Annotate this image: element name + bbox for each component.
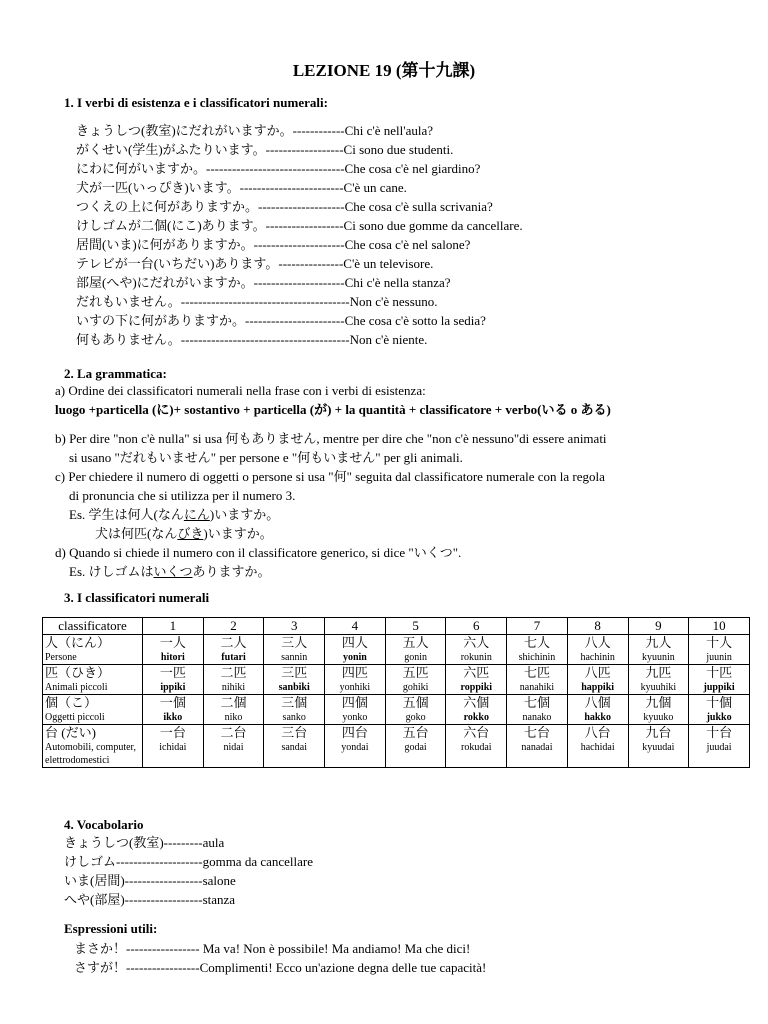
section1-lines bbox=[76, 121, 523, 349]
count-kanji: 十個 bbox=[706, 695, 733, 710]
classifier-meaning: Animali piccoli bbox=[45, 682, 108, 693]
section3-heading: 3. I classificatori numerali bbox=[64, 590, 210, 605]
classifier-label-cell bbox=[43, 635, 143, 665]
count-reading: goko bbox=[405, 712, 426, 723]
vocabulary-item: いま(居間)------------------salone bbox=[64, 873, 236, 888]
count-kanji: 三人 bbox=[281, 635, 308, 650]
count-reading: kyuuhiki bbox=[640, 682, 677, 693]
table-cell bbox=[628, 635, 689, 665]
table-header-cell: 8 bbox=[567, 618, 628, 635]
count-reading: ippiki bbox=[160, 682, 186, 693]
table-cell bbox=[689, 665, 750, 695]
count-reading: roppiki bbox=[460, 682, 493, 693]
count-reading: juunin bbox=[706, 652, 732, 663]
table-cell bbox=[203, 725, 264, 768]
count-kanji: 五人 bbox=[402, 635, 429, 650]
sentence-line: 何もありません。---------------------------------------Non c'è niente. bbox=[76, 332, 428, 347]
classifier-kanji: 台 (だい) bbox=[45, 725, 96, 740]
count-reading: kyuunin bbox=[641, 652, 675, 663]
grammar-a-formula: luogo +particella (に)+ sostantivo + particella (が) + la quantità + classificatore + verbo(いる o ある) bbox=[55, 402, 611, 417]
count-kanji: 八個 bbox=[584, 695, 611, 710]
classifier-table bbox=[42, 617, 750, 768]
table-cell bbox=[203, 695, 264, 725]
example-2: 犬は何匹(なんびき)いますか。 bbox=[95, 526, 273, 541]
count-kanji: 三匹 bbox=[281, 665, 308, 680]
count-kanji: 一匹 bbox=[159, 665, 186, 680]
count-kanji: 十台 bbox=[706, 725, 733, 740]
count-kanji: 二個 bbox=[220, 695, 247, 710]
table-cell bbox=[143, 725, 204, 768]
count-reading: hitori bbox=[160, 652, 185, 663]
sentence-line: 犬が一匹(いっぴき)います。------------------------C'è un cane. bbox=[76, 180, 407, 195]
sentence-line: けしゴムが二個(にこ)あります。------------------Ci sono due gomme da cancellare. bbox=[76, 218, 523, 233]
count-reading: sanko bbox=[282, 712, 306, 723]
count-kanji: 八台 bbox=[584, 725, 611, 740]
count-kanji: 三個 bbox=[281, 695, 308, 710]
count-kanji: 四個 bbox=[341, 695, 368, 710]
count-reading: yonin bbox=[342, 652, 367, 663]
table-cell bbox=[446, 725, 507, 768]
table-cell bbox=[325, 695, 386, 725]
count-reading: hachidai bbox=[580, 742, 615, 753]
table-header-cell: 1 bbox=[143, 618, 204, 635]
classifier-meaning: Automobili, computer, elettrodomestici bbox=[45, 742, 136, 766]
count-kanji: 一個 bbox=[159, 695, 186, 710]
count-reading: ikko bbox=[163, 712, 183, 723]
table-cell bbox=[203, 665, 264, 695]
section2-heading: 2. La grammatica: bbox=[64, 366, 167, 381]
classifier-kanji: 匹（ひき） bbox=[45, 665, 111, 680]
table-body bbox=[43, 635, 750, 768]
table-row bbox=[43, 725, 750, 768]
count-reading: gonin bbox=[404, 652, 427, 663]
sentence-line: きょうしつ(教室)にだれがいますか。------------Chi c'è nell'aula? bbox=[76, 123, 434, 138]
count-kanji: 九台 bbox=[645, 725, 672, 740]
table-cell bbox=[446, 695, 507, 725]
classifier-kanji: 人（にん） bbox=[45, 635, 111, 650]
count-reading: nihiki bbox=[221, 682, 246, 693]
classifier-meaning: Persone bbox=[45, 652, 77, 663]
table-cell bbox=[507, 695, 568, 725]
grammar-c-line1: c) Per chiedere il numero di oggetti o persone si usa "何" seguita dal classificatore numerale con la regola bbox=[55, 469, 605, 484]
count-kanji: 八匹 bbox=[584, 665, 611, 680]
expressions-heading: Espressioni utili: bbox=[64, 921, 158, 936]
table-cell bbox=[143, 635, 204, 665]
count-kanji: 八人 bbox=[584, 635, 611, 650]
grammar-c-line2: di pronuncia che si utilizza per il numero 3. bbox=[69, 488, 296, 503]
table-row bbox=[43, 635, 750, 665]
sentence-line: テレビが一台(いちだい)あります。---------------C'è un televisore. bbox=[76, 256, 434, 271]
table-row bbox=[43, 665, 750, 695]
count-reading: nidai bbox=[223, 742, 244, 753]
count-reading: shichinin bbox=[518, 652, 556, 663]
example-1: Es. 学生は何人(なんにん)いますか。 bbox=[69, 507, 280, 522]
grammar-a-line: a) Ordine dei classificatori numerali nella frase con i verbi di esistenza: bbox=[55, 383, 426, 398]
table-header-cell: 6 bbox=[446, 618, 507, 635]
count-reading: futari bbox=[221, 652, 246, 663]
count-reading: sanbiki bbox=[278, 682, 310, 693]
count-kanji: 二匹 bbox=[220, 665, 247, 680]
count-reading: godai bbox=[404, 742, 427, 753]
count-reading: nanahiki bbox=[519, 682, 555, 693]
classifier-label-cell bbox=[43, 665, 143, 695]
table-header-cell: 5 bbox=[385, 618, 446, 635]
count-reading: rokudai bbox=[461, 742, 492, 753]
sentence-line: つくえの上に何がありますか。--------------------Che cosa c'è sulla scrivania? bbox=[76, 199, 493, 214]
expression-item: さすが！-----------------Complimenti! Ecco un'azione degna delle tue capacità! bbox=[74, 960, 487, 975]
count-kanji: 二人 bbox=[220, 635, 247, 650]
table-cell bbox=[689, 695, 750, 725]
table-cell bbox=[507, 725, 568, 768]
table-header-cell: 3 bbox=[264, 618, 325, 635]
sentence-line: いすの下に何がありますか。-----------------------Che cosa c'è sotto la sedia? bbox=[76, 313, 486, 328]
count-kanji: 六匹 bbox=[463, 665, 490, 680]
table-header-cell: classificatore bbox=[43, 618, 143, 635]
count-reading: yonko bbox=[342, 712, 368, 723]
count-reading: yondai bbox=[341, 742, 369, 753]
count-kanji: 四匹 bbox=[341, 665, 368, 680]
table-cell bbox=[325, 635, 386, 665]
table-header-cell: 9 bbox=[628, 618, 689, 635]
count-reading: yonhiki bbox=[339, 682, 371, 693]
table-cell bbox=[567, 725, 628, 768]
sentence-line: がくせい(学生)がふたりいます。------------------Ci sono due studenti. bbox=[76, 142, 454, 157]
grammar-b-line2: si usano "だれもいません" per persone e "何もいません" per gli animali. bbox=[69, 450, 463, 465]
table-header-cell: 4 bbox=[325, 618, 386, 635]
count-kanji: 五台 bbox=[402, 725, 429, 740]
table-cell bbox=[264, 665, 325, 695]
table-cell bbox=[264, 695, 325, 725]
vocabulary-item: へや(部屋)------------------stanza bbox=[64, 892, 236, 907]
table-cell bbox=[689, 635, 750, 665]
page-title: LEZIONE 19 (第十九課) bbox=[292, 61, 476, 80]
count-reading: nanako bbox=[522, 712, 552, 723]
count-kanji: 九人 bbox=[645, 635, 672, 650]
count-kanji: 十人 bbox=[706, 635, 733, 650]
table-header-row bbox=[43, 618, 750, 635]
count-kanji: 三台 bbox=[281, 725, 308, 740]
grammar-block-bcd bbox=[55, 429, 755, 581]
count-kanji: 五匹 bbox=[402, 665, 429, 680]
table-cell bbox=[385, 635, 446, 665]
table-header-cell: 7 bbox=[507, 618, 568, 635]
count-kanji: 二台 bbox=[220, 725, 247, 740]
count-reading: kyuuko bbox=[643, 712, 674, 723]
table-cell bbox=[325, 725, 386, 768]
expression-item: まさか！----------------- Ma va! Non è possibile! Ma andiamo! Ma che dici! bbox=[74, 941, 471, 956]
count-kanji: 七匹 bbox=[523, 665, 550, 680]
count-reading: gohiki bbox=[402, 682, 429, 693]
count-reading: kyuudai bbox=[642, 742, 675, 753]
example-3: Es. けしゴムはいくつありますか。 bbox=[69, 564, 271, 579]
classifier-label-cell bbox=[43, 695, 143, 725]
count-kanji: 九個 bbox=[645, 695, 672, 710]
table-cell bbox=[507, 665, 568, 695]
table-cell bbox=[446, 635, 507, 665]
vocabulary-item: きょうしつ(教室)---------aula bbox=[64, 835, 225, 850]
count-kanji: 四台 bbox=[341, 725, 368, 740]
table-cell bbox=[628, 665, 689, 695]
table-cell bbox=[264, 635, 325, 665]
classifier-meaning: Oggetti piccoli bbox=[45, 712, 105, 723]
section1-heading: 1. I verbi di esistenza e i classificatori numerali: bbox=[64, 95, 328, 110]
grammar-b-line1: b) Per dire "non c'è nulla" si usa 何もありません, mentre per dire che "non c'è nessuno"di essere animati bbox=[55, 431, 607, 446]
table-cell bbox=[628, 725, 689, 768]
table-cell bbox=[203, 635, 264, 665]
table-cell bbox=[567, 665, 628, 695]
grammar-d-line: d) Quando si chiede il numero con il classificatore generico, si dice "いくつ". bbox=[55, 545, 462, 560]
classifier-kanji: 個（こ） bbox=[45, 695, 98, 710]
table-cell bbox=[507, 635, 568, 665]
count-kanji: 六台 bbox=[463, 725, 490, 740]
count-reading: juppiki bbox=[703, 682, 735, 693]
count-reading: ichidai bbox=[159, 742, 187, 753]
table-header-cell: 10 bbox=[689, 618, 750, 635]
count-kanji: 十匹 bbox=[706, 665, 733, 680]
vocabulary-item: けしゴム--------------------gomma da cancellare bbox=[64, 854, 314, 869]
sentence-line: だれもいません。---------------------------------------Non c'è nessuno. bbox=[76, 294, 438, 309]
table-cell bbox=[264, 725, 325, 768]
table-cell bbox=[143, 695, 204, 725]
count-kanji: 六人 bbox=[463, 635, 490, 650]
count-kanji: 七台 bbox=[523, 725, 550, 740]
count-kanji: 一台 bbox=[159, 725, 186, 740]
table-cell bbox=[143, 665, 204, 695]
expressions-list bbox=[74, 939, 486, 977]
count-kanji: 五個 bbox=[402, 695, 429, 710]
sentence-line: 居間(いま)に何がありますか。---------------------Che cosa c'è nel salone? bbox=[76, 237, 471, 252]
count-kanji: 一人 bbox=[159, 635, 186, 650]
table-cell bbox=[325, 665, 386, 695]
count-reading: juudai bbox=[706, 742, 732, 753]
sentence-line: 部屋(へや)にだれがいますか。---------------------Chi c'è nella stanza? bbox=[76, 275, 451, 290]
grammar-block-a bbox=[55, 381, 755, 419]
table-cell bbox=[689, 725, 750, 768]
count-kanji: 七人 bbox=[523, 635, 550, 650]
count-reading: niko bbox=[224, 712, 243, 723]
table-cell bbox=[567, 635, 628, 665]
count-kanji: 七個 bbox=[523, 695, 550, 710]
count-reading: sandai bbox=[281, 742, 307, 753]
table-row bbox=[43, 695, 750, 725]
count-reading: rokunin bbox=[460, 652, 492, 663]
table-cell bbox=[385, 665, 446, 695]
count-reading: jukko bbox=[706, 712, 732, 723]
sentence-line: にわに何がいますか。--------------------------------Che cosa c'è nel giardino? bbox=[76, 161, 481, 176]
count-reading: rokko bbox=[463, 712, 489, 723]
count-reading: nanadai bbox=[521, 742, 553, 753]
count-reading: hakko bbox=[584, 712, 611, 723]
table-cell bbox=[385, 695, 446, 725]
count-reading: sannin bbox=[281, 652, 308, 663]
table-cell bbox=[446, 665, 507, 695]
count-reading: hachinin bbox=[580, 652, 615, 663]
table-header-cell: 2 bbox=[203, 618, 264, 635]
table-cell bbox=[567, 695, 628, 725]
count-kanji: 六個 bbox=[463, 695, 490, 710]
classifier-label-cell bbox=[43, 725, 143, 768]
count-reading: happiki bbox=[581, 682, 615, 693]
table-cell bbox=[628, 695, 689, 725]
section4-heading: 4. Vocabolario bbox=[64, 817, 144, 832]
vocabulary-list bbox=[64, 833, 313, 909]
table-cell bbox=[385, 725, 446, 768]
count-kanji: 四人 bbox=[341, 635, 368, 650]
count-kanji: 九匹 bbox=[645, 665, 672, 680]
